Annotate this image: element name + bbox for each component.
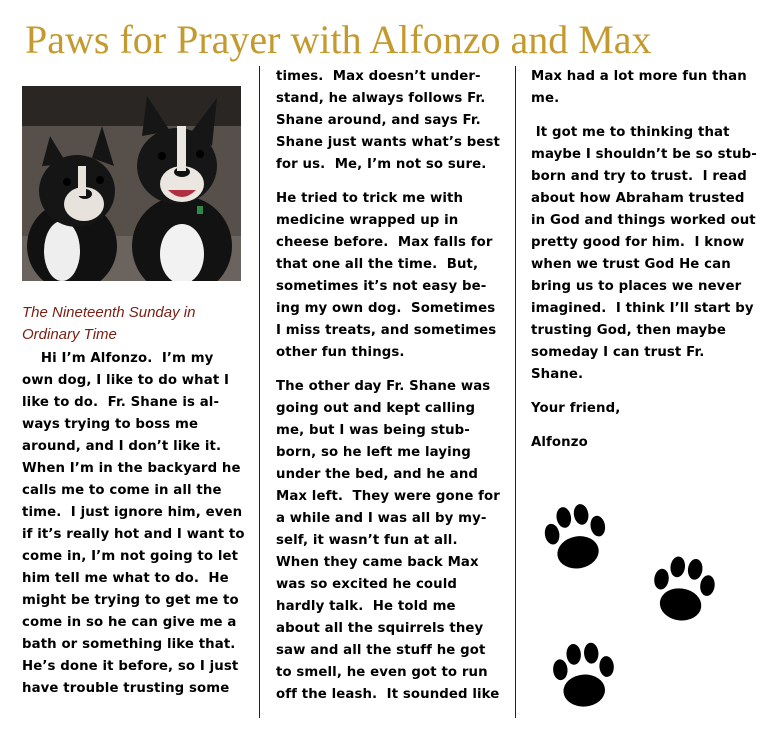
text-line: born and try to trust. I read bbox=[531, 169, 747, 184]
text-line: to smell, he even got to run bbox=[276, 665, 488, 680]
text-line: about all the squirrels they bbox=[276, 621, 484, 636]
text-line: might be trying to get me to bbox=[22, 593, 239, 608]
text-line: pretty good for him. I know bbox=[531, 235, 745, 250]
page-title: Paws for Prayer with Alfonzo and Max bbox=[25, 17, 652, 62]
text-line: times. Max doesn’t under- bbox=[276, 69, 481, 84]
text-line: cheese before. Max falls for bbox=[276, 235, 493, 250]
text-line: have trouble trusting some bbox=[22, 681, 230, 696]
column-divider bbox=[259, 66, 260, 718]
column-1 bbox=[22, 348, 244, 712]
text-line: calls me to come in all the bbox=[22, 483, 222, 498]
text-line: He tried to trick me with bbox=[276, 191, 464, 206]
text-line: if it’s really hot and I want to bbox=[22, 527, 245, 542]
text-line: like to do. Fr. Shane is al- bbox=[22, 395, 220, 410]
text-line: medicine wrapped up in bbox=[276, 213, 459, 228]
subtitle-line: Ordinary Time bbox=[22, 326, 117, 343]
text-line: Shane around, and says Fr. bbox=[276, 113, 481, 128]
text-line: When I’m in the backyard he bbox=[22, 461, 241, 476]
paw-print-icon bbox=[543, 633, 623, 713]
text-line: in God and things worked out bbox=[531, 213, 756, 228]
subtitle-line: The Nineteenth Sunday in bbox=[22, 304, 196, 321]
paragraph bbox=[22, 348, 244, 700]
paragraph bbox=[531, 66, 757, 110]
text-line: going out and kept calling bbox=[276, 401, 476, 416]
text-line: imagined. I think I’ll start by bbox=[531, 301, 754, 316]
subtitle bbox=[22, 302, 195, 346]
text-line: Shane. bbox=[531, 367, 584, 382]
column-divider bbox=[515, 66, 516, 718]
text-line: He’s done it before, so I just bbox=[22, 659, 239, 674]
text-line: under the bed, and he and bbox=[276, 467, 479, 482]
dogs-photo bbox=[22, 86, 241, 281]
text-line: self, it wasn’t fun at all. bbox=[276, 533, 458, 548]
paragraph bbox=[531, 432, 757, 454]
paragraph bbox=[531, 398, 757, 420]
text-line: Your friend, bbox=[531, 401, 621, 416]
text-line: that one all the time. But, bbox=[276, 257, 479, 272]
text-line: around, and I don’t like it. bbox=[22, 439, 222, 454]
text-line: a while and I was all by my- bbox=[276, 511, 487, 526]
column-3 bbox=[531, 66, 757, 466]
text-line: Max left. They were gone for bbox=[276, 489, 500, 504]
text-line: It got me to thinking that bbox=[531, 125, 730, 140]
text-line: sometimes it’s not easy be- bbox=[276, 279, 487, 294]
text-line: about how Abraham trusted bbox=[531, 191, 745, 206]
text-line: Hi I’m Alfonzo. I’m my bbox=[22, 351, 214, 366]
paw-print-icon bbox=[643, 547, 723, 627]
text-line: I miss treats, and sometimes bbox=[276, 323, 497, 338]
text-line: hardly talk. He told me bbox=[276, 599, 456, 614]
paragraph bbox=[531, 122, 757, 386]
text-line: come in so he can give me a bbox=[22, 615, 237, 630]
text-line: me, but I was being stub- bbox=[276, 423, 470, 438]
text-line: was so excited he could bbox=[276, 577, 458, 592]
text-line: ing my own dog. Sometimes bbox=[276, 301, 496, 316]
text-line: other fun things. bbox=[276, 345, 405, 360]
text-line: for us. Me, I’m not so sure. bbox=[276, 157, 487, 172]
text-line: time. I just ignore him, even bbox=[22, 505, 243, 520]
text-line: own dog, I like to do what I bbox=[22, 373, 230, 388]
text-line: come in, I’m not going to let bbox=[22, 549, 239, 564]
text-line: me. bbox=[531, 91, 560, 106]
column-2 bbox=[276, 66, 502, 718]
text-line: maybe I shouldn’t be so stub- bbox=[531, 147, 757, 162]
text-line: The other day Fr. Shane was bbox=[276, 379, 491, 394]
text-line: Shane just wants what’s best bbox=[276, 135, 500, 150]
paw-print-icon bbox=[535, 495, 615, 575]
text-line: trusting God, then maybe bbox=[531, 323, 727, 338]
text-line: stand, he always follows Fr. bbox=[276, 91, 486, 106]
paragraph bbox=[276, 66, 502, 176]
text-line: off the leash. It sounded like bbox=[276, 687, 500, 702]
text-line: someday I can trust Fr. bbox=[531, 345, 705, 360]
text-line: when we trust God He can bbox=[531, 257, 731, 272]
text-line: Max had a lot more fun than bbox=[531, 69, 747, 84]
text-line: born, so he left me laying bbox=[276, 445, 471, 460]
text-line: him tell me what to do. He bbox=[22, 571, 229, 586]
text-line: When they came back Max bbox=[276, 555, 479, 570]
paragraph bbox=[276, 188, 502, 364]
two-boston-terriers-photo bbox=[22, 86, 241, 281]
paragraph bbox=[276, 376, 502, 706]
text-line: saw and all the stuff he got bbox=[276, 643, 486, 658]
text-line: bath or something like that. bbox=[22, 637, 236, 652]
text-line: bring us to places we never bbox=[531, 279, 742, 294]
text-line: Alfonzo bbox=[531, 435, 588, 450]
text-line: ways trying to boss me bbox=[22, 417, 199, 432]
